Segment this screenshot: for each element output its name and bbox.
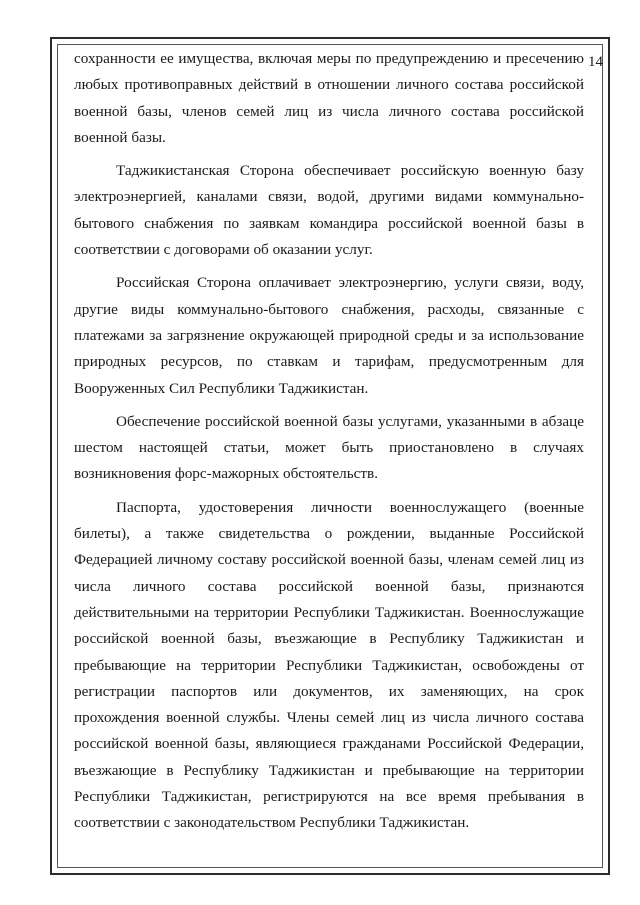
text-line: соответствии с договорами об оказании услуг. <box>74 241 373 259</box>
text-line: регистрации паспортов или документов, их заменяющих, на срок <box>74 682 584 700</box>
text-line: возникновения форс-мажорных обстоятельств. <box>74 465 378 483</box>
text-line: военной базы, членов семей лиц из числа личного состава российской <box>74 102 584 120</box>
text-line: Федерацией личному составу российской военной базы, членам семей лиц из <box>74 551 584 569</box>
text-line: пребывающие на территории Республики Таджикистан, освобождены от <box>74 656 584 674</box>
text-line: билеты), а также свидетельства о рождении, выданные Российской <box>74 525 584 543</box>
text-line: Таджикистанская Сторона обеспечивает российскую военную базу <box>116 162 584 180</box>
text-line: платежами за загрязнение окружающей природной среды и за использование <box>74 326 584 344</box>
text-line: другие виды коммунально-бытового снабжения, расходы, связанные с <box>74 300 584 318</box>
paragraph <box>74 495 584 837</box>
page-number: 14 <box>588 54 603 70</box>
text-line: шестом настоящей статьи, может быть приостановлено в случаях <box>74 439 584 457</box>
text-line: Республики Таджикистан, регистрируются на все время пребывания в <box>74 788 584 806</box>
text-line: российской военной базы, являющиеся гражданами Российской Федерации, <box>74 735 584 753</box>
paragraph <box>74 158 584 263</box>
text-line: бытового снабжения по заявкам командира российской военной базы в <box>74 214 584 232</box>
text-line: Паспорта, удостоверения личности военнослужащего (военные <box>116 498 584 516</box>
paragraph <box>74 46 584 151</box>
text-line: действительными на территории Республики Таджикистан. Военнослужащие <box>74 603 584 621</box>
text-line: Обеспечение российской военной базы услугами, указанными в абзаце <box>116 412 584 430</box>
text-line: российской военной базы, въезжающие в Республику Таджикистан и <box>74 630 584 648</box>
text-line: соответствии с законодательством Республики Таджикистан. <box>74 814 470 832</box>
text-line: сохранности ее имущества, включая меры по предупреждению и пресечению <box>74 50 584 67</box>
text-line: военной базы. <box>74 128 166 146</box>
text-line: электроэнергией, каналами связи, водой, другими видами коммунально- <box>74 188 584 206</box>
paragraph <box>74 409 584 488</box>
text-line: числа личного состава российской военной базы, признаются <box>74 577 584 595</box>
text-line: Вооруженных Сил Республики Таджикистан. <box>74 379 369 397</box>
paragraph <box>74 270 584 401</box>
text-line: Российская Сторона оплачивает электроэнергию, услуги связи, воду, <box>116 274 584 292</box>
text-line: природных ресурсов, по ставкам и тарифам, предусмотренным для <box>74 353 584 371</box>
document-body <box>74 46 584 837</box>
text-line: въезжающие в Республику Таджикистан и пребывающие на территории <box>74 761 584 779</box>
text-line: любых противоправных действий в отношении личного состава российской <box>74 76 584 94</box>
text-line: прохождения военной службы. Члены семей лиц из числа личного состава <box>74 709 584 727</box>
